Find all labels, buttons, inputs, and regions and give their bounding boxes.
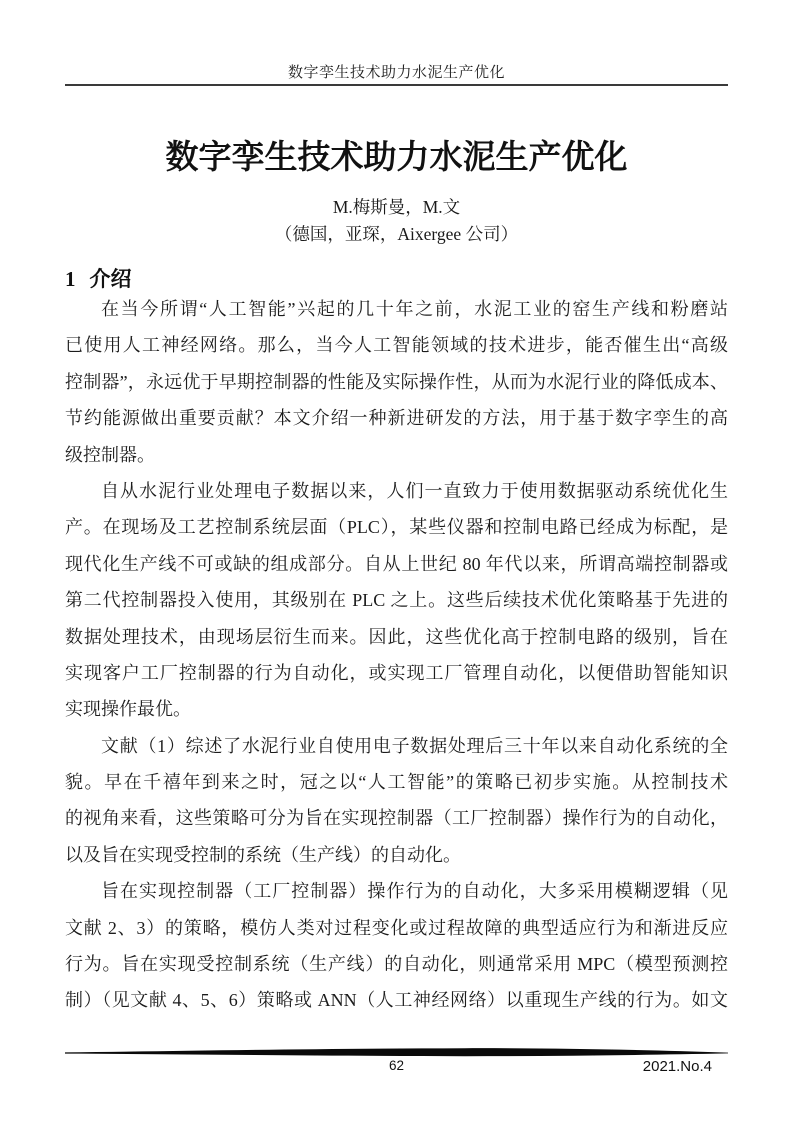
paragraph-line: 在当今所谓“人工智能”兴起的几十年之前，水泥工业的窑生产线和粉磨站 [101,299,728,319]
paragraph-line: 旨在实现控制器（工厂控制器）操作行为的自动化，大多采用模糊逻辑（见 [101,881,728,902]
paragraph-line: 实现操作最优。 [65,699,191,720]
section-heading [65,263,728,293]
paragraph-line: 文献 2、3）的策略，模仿人类对过程变化或过程故障的典型适应行为和渐进反应 [65,917,728,938]
header-rule [65,84,728,86]
paragraph-line: 产。在现场及工艺控制系统层面（PLC），某些仪器和控制电路已经成为标配，是 [65,517,728,538]
paragraph-line: 级控制器。 [65,444,155,465]
paragraph-line: 行为。旨在实现受控制系统（生产线）的自动化，则通常采用 MPC（模型预测控 [65,954,728,975]
paragraph-line: 第二代控制器投入使用，其级别在 PLC 之上。这些后续技术优化策略基于先进的 [65,590,728,611]
paragraph-line: 的视角来看，这些策略可分为旨在实现控制器（工厂控制器）操作行为的自动化， [65,808,728,829]
paragraph-line: 数据处理技术，由现场层衍生而来。因此，这些优化高于控制电路的级别，旨在 [65,626,728,647]
article-body [65,291,728,1019]
paragraph-line: 文献（1）综述了水泥行业自使用电子数据处理后三十年以来自动化系统的全 [101,735,728,756]
paragraph-line: 现代化生产线不可或缺的组成部分。自从上世纪 80 年代以来，所谓高端控制器或 [65,553,728,574]
paragraph-line: 实现客户工厂控制器的行为自动化，或实现工厂管理自动化，以便借助智能知识 [65,662,728,683]
paragraph-line: 已使用人工神经网络。那么，当今人工智能领域的技术进步，能否催生出“高级 [65,335,728,356]
section-title: 介绍 [89,267,132,291]
paragraph-line: 节约能源做出重要贡献？本文介绍一种新进研发的方法，用于基于数字孪生的高 [65,408,728,429]
paragraph-line: 控制器”，永远优于早期控制器的性能及实际操作性，从而为水泥行业的降低成本、 [65,371,728,392]
paragraph-line: 以及旨在实现受控制的系统（生产线）的自动化。 [65,844,461,865]
footer-bar [65,1047,728,1058]
article-authors: M.梅斯曼，M.文 [332,197,461,217]
footer-bar-shape [65,1047,728,1058]
paragraph [65,473,728,728]
article-affiliation: （德国，亚琛，Aixergee 公司） [274,224,519,244]
page-number: 62 [388,1058,405,1073]
paragraph [65,728,728,874]
paragraph-line: 制）（见文献 4、5、6）策略或 ANN（人工神经网络）以重现生产线的行为。如文 [65,990,728,1011]
paragraph [65,291,728,473]
paragraph-line: 自从水泥行业处理电子数据以来，人们一直致力于使用数据驱动系统优化生 [101,480,728,501]
paragraph-line: 貌。早在千禧年到来之时，冠之以“人工智能”的策略已初步实施。从控制技术 [65,772,728,793]
paragraph [65,873,728,1019]
article-title: 数字孪生技术助力水泥生产优化 [165,138,628,175]
section-number: 1 [65,267,76,291]
issue-label: 2021.No.4 [642,1058,712,1075]
running-header-title: 数字孪生技术助力水泥生产优化 [287,65,505,81]
